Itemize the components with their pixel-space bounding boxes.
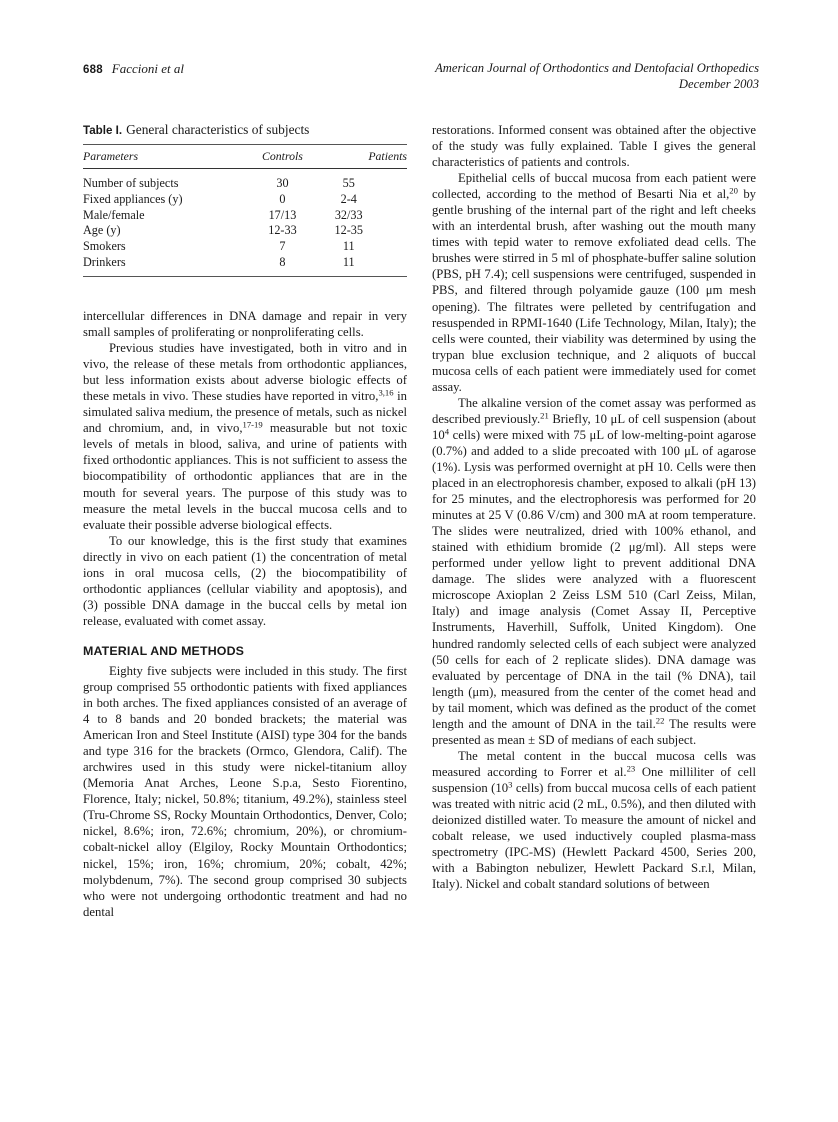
section-heading-material-and-methods: MATERIAL AND METHODS — [83, 643, 245, 658]
running-head-left — [83, 60, 184, 78]
table-row — [83, 191, 407, 207]
characteristics-table — [83, 144, 407, 270]
text-run: measurable but not toxic levels of metals in blood, saliva, and urine of patients with fixed orthodontic appliances. This is not sufficient to assess the biocompatibility of orthodontic appliances that are in the mouth for several years. The purpose of this study was to measure the metal levels in the buccal mucosa cells and to evaluate their possible adverse biological effects. — [83, 421, 407, 532]
text-run: Previous studies have investigated, both in vitro and in vivo, the release of these metals from orthodontic appliances, but less information exists about adverse biologic effects of these metals in vivo. These studies have reported in vitro, — [83, 341, 407, 404]
text-run: The alkaline version of the comet assay was performed as described previously. — [432, 395, 756, 426]
cell-controls: 12-33 — [268, 223, 297, 238]
citation-superscript: 22 — [655, 715, 665, 726]
citation-superscript: 23 — [626, 763, 636, 774]
cell-parameter: Drinkers — [83, 254, 126, 269]
paragraph-metal-content — [432, 748, 756, 892]
column-header-controls: Controls — [248, 145, 316, 169]
cell-patients: 11 — [342, 254, 355, 269]
table-block — [83, 122, 407, 277]
cell-controls: 0 — [279, 191, 286, 206]
cell-controls: 8 — [279, 254, 286, 269]
table-row — [83, 169, 407, 192]
running-head-right — [435, 60, 759, 92]
table-row — [83, 254, 407, 270]
cell-controls: 30 — [276, 176, 289, 190]
cell-patients: 2-4 — [340, 191, 357, 206]
citation-superscript: 20 — [729, 185, 738, 196]
cell-parameter: Age (y) — [83, 223, 121, 238]
running-head — [83, 60, 759, 104]
table-bottom-rule — [83, 276, 407, 277]
table-body — [83, 169, 407, 271]
paragraph-alkaline-comet-assay — [432, 395, 756, 748]
right-column — [432, 122, 756, 892]
column-header-patients: Patients — [316, 145, 407, 169]
running-head-authors: Faccioni et al — [111, 61, 184, 76]
left-column — [83, 308, 407, 920]
citation-superscript: 21 — [540, 410, 549, 421]
text-run: One milliliter of cell suspension (10 — [432, 764, 756, 795]
table-label: Table I. — [83, 124, 123, 137]
cell-parameter: Male/female — [83, 207, 145, 222]
text-run: The metal content in the buccal mucosa cells was measured according to Forrer et al. — [432, 748, 756, 779]
issue-date: December 2003 — [678, 77, 759, 91]
citation-superscript: 3,16 — [378, 387, 394, 398]
paragraph-restorations: restorations. Informed consent was obtained after the objective of the study was fully explained. Table I gives the general characteristics of patients and controls. — [432, 123, 756, 170]
cell-patients: 11 — [342, 239, 355, 254]
cell-patients: 12-35 — [334, 223, 363, 238]
text-run: in simulated saliva medium, the presence of metals, such as nickel and chromium, and, in vivo, — [83, 389, 407, 436]
cell-controls: 7 — [279, 239, 286, 254]
exponent-superscript: 3 — [508, 779, 513, 790]
text-run: Briefly, 10 μL of cell suspension (about 10 — [432, 411, 756, 442]
cell-parameter: Smokers — [83, 239, 126, 254]
cell-controls: 17/13 — [268, 207, 297, 222]
paragraph-to-our-knowledge: To our knowledge, this is the first study that examines directly in vivo on each patient (1) the concentration of metal ions in oral mucosa cells, (2) the biocompatibility of orthodontic appliances (cellular viability and apoptosis), and (3) possible DNA damage in the buccal cells by metal ion release, evaluated with comet assay. — [83, 533, 407, 628]
cell-patients: 32/33 — [334, 207, 363, 222]
exponent-superscript: 4 — [444, 426, 449, 437]
paragraph-intercellular: intercellular differences in DNA damage and repair in very small samples of proliferating or nonproliferating cells. — [83, 309, 407, 340]
journal-title: American Journal of Orthodontics and Dentofacial Orthopedics — [435, 61, 759, 75]
table-row — [83, 207, 407, 223]
table-row — [83, 223, 407, 239]
text-run: cells) were mixed with 75 μL of low-melting-point agarose (0.7%) and added to a slide precoated with 100 μL of agarose (1%). Lysis was performed overnight at pH 10. Cells were then placed in an electrophoresis chamber, exposed to alkali (pH 13) for 25 minutes, and the electrophoresis was performed for 20 minutes at 25 V (0.86 V/cm) and 300 mA at room temperature. The slides were neutralized, dried with 100% ethanol, and stained with ethidium bromide (2 μg/ml). All steps were performed under yellow light to prevent additional DNA damage. The slides were analyzed with a fluorescent microscope Axioplan 2 Zeiss LSM 510 (Carl Zeiss, Milan, Italy) and image analysis (Comet Assay II, Perceptive Instruments, Haverhill, Suffolk, United Kingdom). One hundred randomly selected cells of each subject were analyzed (50 cells for each of 2 replicate slides). DNA damage was evaluated by percentage of DNA in the tail (% DNA), tail length (μm), measured from the center of the comet head and by tail moment, which was defined as the product of the comet length and the amount of DNA in the tail. — [432, 427, 756, 731]
text-run: by gentle brushing of the internal part of the right and left cheeks with an interdental brush, after washing out the mouth many times with tepid water to remove exfoliated dead cells. The brushes were stirred in 5 ml of phosphate-buffer saline solution (PBS, pH 7.4); cell suspensions were centrifuged, suspended in PBS, and filtered through polyamide gauze (100 μm mesh opening). The filtrates were pelleted by centrifugation and resuspended in RPMI-1640 (Life Technology, Milan, Italy); the cells were counted, their viability was determined by using the trypan blue exclusion technique, and 2 aliquots of buccal mucosa cells of each patient were immediately used for comet assay. — [432, 187, 757, 394]
table-caption — [83, 122, 407, 139]
text-run: cells) from buccal mucosa cells of each patient was treated with nitric acid (2 mL, 0.5%), and then diluted with deionized distilled water. To measure the amount of nickel and cobalt release, we used inductively coupled plasma-mass spectrometry (IPC-MS) (Hewlett Packard 4500, Series 200, with a Babington nebulizer, Hewlett Packard S.r.l, Milan, Italy). Nickel and cobalt standard solutions of between — [432, 780, 756, 892]
paragraph-epithelial-cells — [432, 170, 756, 395]
table-title: General characteristics of subjects — [126, 122, 310, 137]
table-header-row — [83, 145, 407, 169]
text-run: Epithelial cells of buccal mucosa from each patient were collected, according to the method of Besarti Nia et al, — [432, 171, 756, 202]
cell-parameter: Fixed appliances (y) — [83, 191, 183, 206]
text-run: The results were presented as mean ± SD of medians of each subject. — [432, 716, 756, 747]
paragraph-methods-subjects: Eighty five subjects were included in this study. The first group comprised 55 orthodontic patients with fixed appliances in both arches. The fixed appliances consisted of an average of 4 to 8 bands and 20 bonded brackets; the material was American Iron and Steel Institute (AISI) type 304 for the bands and type 316 for the brackets (Ormco, Glendora, Calif). The archwires used in this study were nickel-titanium alloy (Memoria Anat Arches, Leone S.p.a, Sesto Fiorentino, Florence, Italy; nickel, 50.8%; titanium, 49.2%), stainless steel (Tru-Chrome SS, Rocky Mountain Orthodontics, Denver, Colo; nickel, 8.6%; iron, 72.6%; chromium, 20%), or chromium-cobalt-nickel alloy (Elgiloy, Rocky Mountain Orthodontics; nickel, 15%; iron, 16%; chromium, 20%; cobalt, 42%; molybdenum, 7%). The second group comprised 30 subjects who were not undergoing orthodontic treatment and had no dental — [83, 663, 407, 919]
cell-patients: 55 — [342, 176, 355, 190]
page-number: 688 — [83, 64, 103, 76]
table-row — [83, 239, 407, 255]
cell-parameter: Number of subjects — [83, 176, 179, 190]
citation-superscript: 17-19 — [242, 419, 263, 430]
paragraph-previous-studies — [83, 340, 407, 533]
table-head — [83, 145, 407, 169]
column-header-parameters: Parameters — [83, 145, 248, 169]
